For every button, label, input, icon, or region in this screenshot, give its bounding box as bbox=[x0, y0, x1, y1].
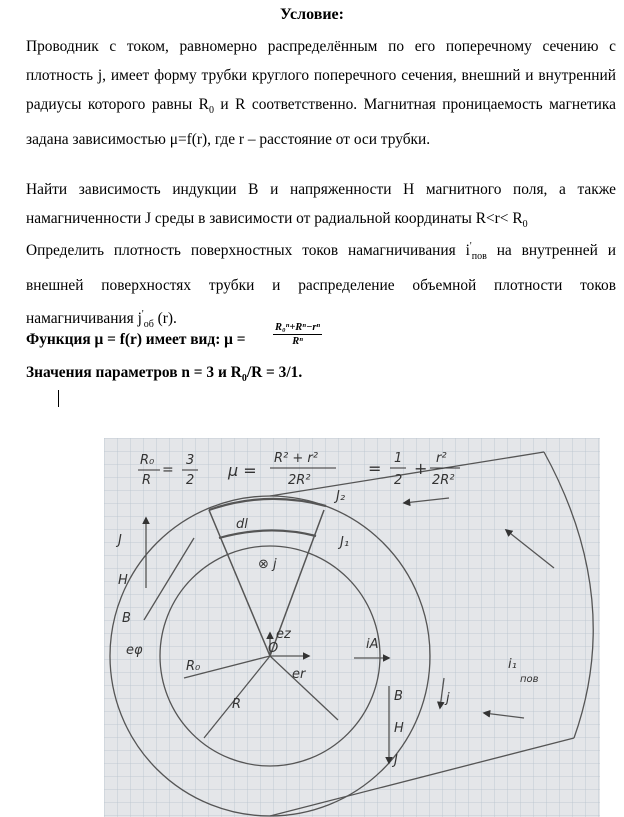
eq-sign-1: = bbox=[162, 462, 174, 478]
plus-sign: + bbox=[414, 459, 428, 478]
params-subscript: 0 bbox=[241, 373, 247, 385]
r0-label: R₀ bbox=[186, 659, 201, 674]
subscript-ob: об bbox=[143, 319, 154, 331]
mu-lhs-label: μ = bbox=[228, 461, 257, 480]
half-den: 2 bbox=[394, 473, 403, 488]
subscript-pov: пов bbox=[471, 251, 487, 263]
half-num: 1 bbox=[394, 451, 403, 466]
params-line bbox=[26, 364, 302, 384]
page-title: Условие: bbox=[280, 6, 344, 23]
j-side-label: j bbox=[446, 691, 450, 706]
text-cursor bbox=[58, 390, 59, 407]
ratio-bottom-label: R bbox=[142, 473, 152, 488]
r-label: R bbox=[232, 697, 242, 712]
r2-den: 2R² bbox=[432, 473, 455, 488]
paragraph3-text-c: (r). bbox=[153, 310, 177, 328]
j-right-label: J bbox=[394, 753, 398, 768]
b-right-label: B bbox=[394, 689, 403, 704]
paragraph2-text: Найти зависимость индукции B и напряженности H магнитного поля, а также намагниченности J среды в зависимости от радиальной координаты R<r< R bbox=[26, 181, 616, 227]
j2-label: J₂ bbox=[336, 489, 346, 504]
ratio-val-bottom: 2 bbox=[186, 473, 195, 488]
function-line bbox=[26, 322, 616, 356]
paragraph1-text-b: и R соответственно. Магнитная проницаемость магнетика задана зависимостью μ=f(r), где r – расстояние от оси трубки. bbox=[26, 96, 616, 149]
ia-label: iA bbox=[366, 637, 379, 652]
o-label: O bbox=[268, 641, 279, 656]
i1-label: i₁ bbox=[508, 657, 517, 672]
subscript-r0: 0 bbox=[208, 105, 214, 117]
i1-sub-label: пов bbox=[520, 674, 539, 685]
paragraph-task bbox=[26, 175, 616, 239]
mu-fraction bbox=[273, 322, 322, 347]
params-text-a: Значения параметров n = 3 и R bbox=[26, 364, 242, 381]
prime-b: ' bbox=[141, 309, 144, 321]
h-right-label: H bbox=[394, 721, 404, 736]
handwritten-sketch-photo bbox=[104, 438, 600, 817]
paragraph3-text-a: Определить плотность поверхностных токов намагничивания i bbox=[26, 242, 470, 260]
er-label: er bbox=[292, 667, 306, 682]
ez-label: ez bbox=[276, 627, 291, 642]
mu-denominator: Rⁿ bbox=[292, 336, 303, 347]
mu-den-label: 2R² bbox=[288, 473, 311, 488]
paragraph-condition bbox=[26, 32, 616, 154]
subscript-0: 0 bbox=[522, 219, 528, 231]
prime-a: ' bbox=[469, 241, 472, 252]
eq-sign-2: = bbox=[368, 459, 382, 478]
j-left-label: J bbox=[118, 533, 122, 548]
j1-label: J₁ bbox=[340, 535, 350, 550]
function-label: Функция μ = f(r) имеет вид: μ = bbox=[26, 331, 246, 348]
b-left-label: B bbox=[122, 611, 131, 626]
mu-numerator: R₀ⁿ+Rⁿ−rⁿ bbox=[275, 322, 321, 333]
paragraph1-text-a: Проводник с током, равномерно распределённым по его поперечному сечению с плотность j, имеет форму трубки круглого поперечного сечения, внешний и внутренний радиусы которого равны R bbox=[26, 38, 616, 113]
ratio-top-label: R₀ bbox=[140, 453, 155, 468]
paragraph3-text-b: на внутренней и внешней поверхностях трубки и распределение объемной плотности токов намагничивания j bbox=[26, 242, 616, 328]
params-text-b: /R = 3/1. bbox=[246, 364, 303, 381]
ephi-label: eφ bbox=[126, 643, 143, 658]
sketch-svg bbox=[104, 438, 600, 817]
r2-num: r² bbox=[436, 451, 447, 466]
h-left-label: H bbox=[118, 573, 128, 588]
j-center-label: ⊗ j bbox=[258, 557, 277, 572]
mu-num-label: R² + r² bbox=[274, 451, 318, 466]
dl-label: dl bbox=[236, 517, 248, 532]
ratio-val-top: 3 bbox=[186, 453, 195, 468]
